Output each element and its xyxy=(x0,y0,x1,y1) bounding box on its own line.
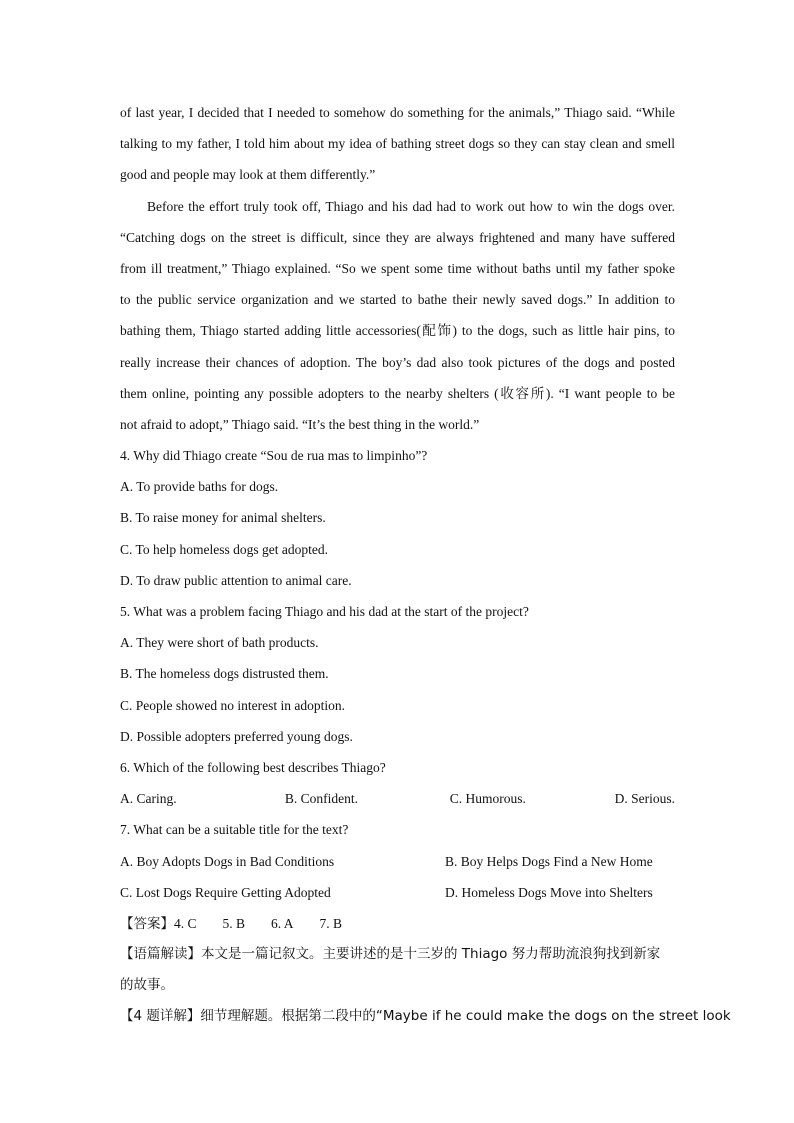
answer-item: 6. A xyxy=(271,915,294,931)
option-c: C. To help homeless dogs get adopted. xyxy=(120,541,329,557)
question-stem: 5. What was a problem facing Thiago and his dad at the start of the project? xyxy=(120,604,529,619)
option-b: B. The homeless dogs distrusted them. xyxy=(120,666,329,682)
reading-line xyxy=(120,939,675,970)
question-4 xyxy=(120,440,675,596)
option-a: A. Caring. xyxy=(120,791,177,807)
option-d: D. Serious. xyxy=(614,791,675,807)
option-a: A. Boy Adopts Dogs in Bad Conditions xyxy=(120,853,335,869)
passage-line: talking to my father, I told him about my idea of bathing street dogs so they can stay clean and smell xyxy=(120,136,675,152)
option-b: B. Confident. xyxy=(284,791,358,807)
question-7 xyxy=(120,814,675,908)
passage-line: them online, pointing any possible adopters to the nearby shelters (收容所). “I want people to be xyxy=(120,385,675,401)
passage-line: not afraid to adopt,” Thiago said. “It’s the best thing in the world.” xyxy=(120,416,480,432)
passage-line: of last year, I decided that I needed to somehow do something for the animals,” Thiago said. “While xyxy=(120,105,675,120)
passage-line: good and people may look at them differently.” xyxy=(120,167,376,183)
option-c: C. People showed no interest in adoption. xyxy=(120,697,345,713)
answer-item: 7. B xyxy=(319,915,343,931)
option-d: D. Possible adopters preferred young dogs. xyxy=(120,728,353,744)
question-5 xyxy=(120,596,675,752)
answer-item: 4. C xyxy=(174,915,197,931)
option-c: C. Lost Dogs Require Getting Adopted xyxy=(120,884,331,900)
option-b: B. To raise money for animal shelters. xyxy=(120,510,326,526)
option-c: C. Humorous. xyxy=(449,791,526,807)
passage-line: “Catching dogs on the street is difficult, since they are always frightened and many have suffered xyxy=(120,229,675,245)
passage-line: Before the effort truly took off, Thiago and his dad had to work out how to win the dogs over. xyxy=(147,198,675,214)
detail-4-tag: 【4 题详解】 xyxy=(120,1008,201,1025)
option-b: B. Boy Helps Dogs Find a New Home xyxy=(445,853,653,869)
detail-4-line xyxy=(120,1001,731,1032)
reading-analysis xyxy=(120,939,675,1001)
options-row xyxy=(120,877,675,908)
answer-line xyxy=(120,908,675,939)
option-d: D. To draw public attention to animal care. xyxy=(120,572,352,588)
question-stem: 7. What can be a suitable title for the text? xyxy=(120,822,349,838)
reading-line: 的故事。 xyxy=(120,977,174,994)
options-row xyxy=(120,846,675,877)
document-page xyxy=(120,97,731,1033)
reading-text: 本文是一篇记叙文。主要讲述的是十三岁的 Thiago 努力帮助流浪狗找到新家 xyxy=(201,946,661,963)
passage-line: really increase their chances of adoption. The boy’s dad also took pictures of the dogs and posted xyxy=(120,354,675,370)
question-stem: 6. Which of the following best describes Thiago? xyxy=(120,759,386,775)
passage-line: to the public service organization and we started to bathe their newly saved dogs.” In addition to xyxy=(120,292,675,308)
option-a: A. They were short of bath products. xyxy=(120,635,319,651)
detail-4-text: 细节理解题。根据第二段中的“Maybe if he could make the dogs on the street look xyxy=(200,1008,731,1025)
reading-tag: 【语篇解读】 xyxy=(120,946,201,963)
passage-line: from ill treatment,” Thiago explained. “So we spent some time without baths until my father spoke xyxy=(120,260,675,276)
question-6 xyxy=(120,752,675,814)
option-d: D. Homeless Dogs Move into Shelters xyxy=(445,884,653,900)
answer-item: 5. B xyxy=(222,915,246,931)
answer-tag: 【答案】 xyxy=(120,915,174,932)
question-stem: 4. Why did Thiago create “Sou de rua mas to limpinho”? xyxy=(120,448,428,464)
passage xyxy=(120,97,675,440)
option-a: A. To provide baths for dogs. xyxy=(120,479,279,495)
options-row xyxy=(120,783,675,814)
passage-line: bathing them, Thiago started adding little accessories(配饰) to the dogs, such as little hair pins, to xyxy=(120,323,675,339)
